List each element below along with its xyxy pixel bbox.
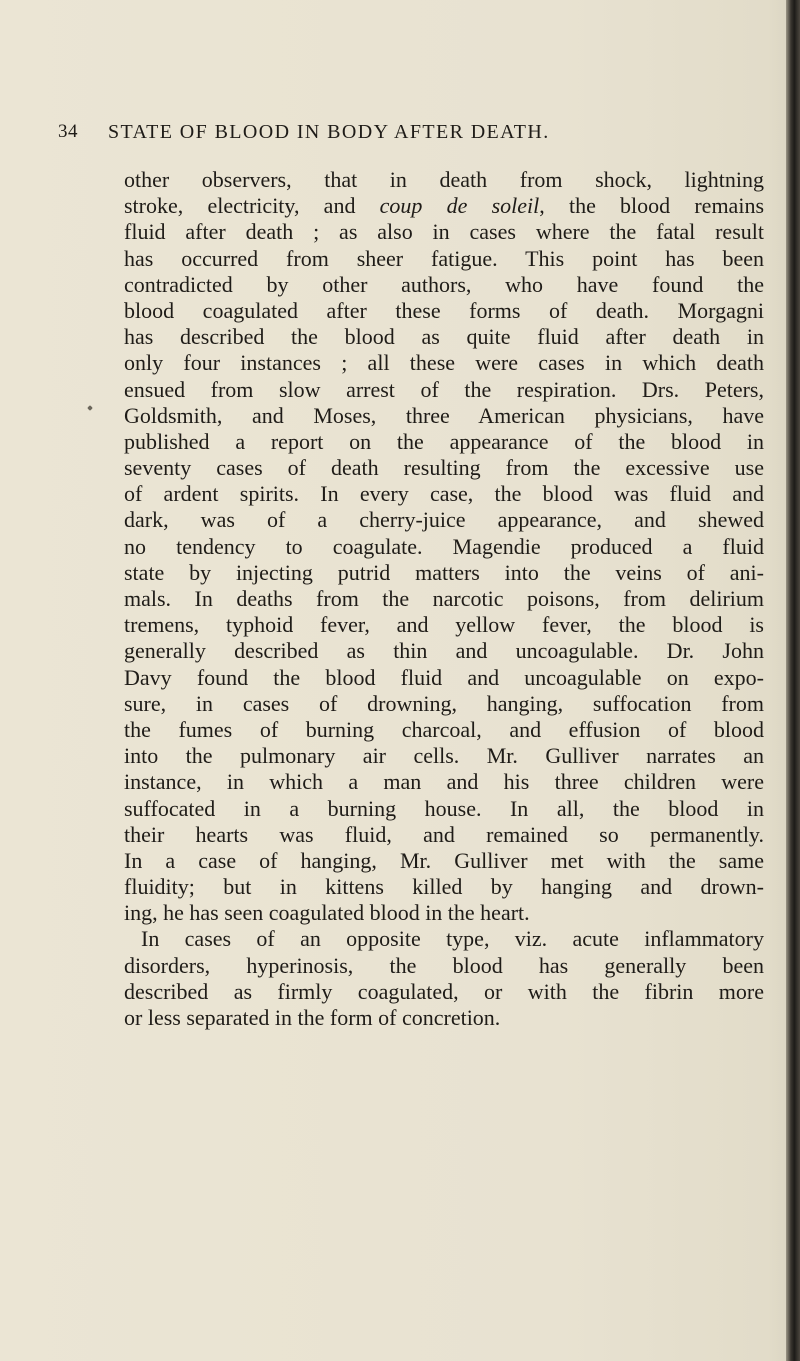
- text-line: tremens, typhoid fever, and yellow fever, the blood is: [124, 612, 764, 638]
- text-line: seventy cases of death resulting from the excessive use: [124, 455, 764, 481]
- text-line: other observers, that in death from shock, lightning: [124, 167, 764, 192]
- text-line: generally described as thin and uncoagulable. Dr. John: [124, 638, 764, 664]
- text-line: into the pulmonary air cells. Mr. Gulliver narrates an: [124, 743, 764, 769]
- page-header: [58, 121, 758, 151]
- page-number: 34: [58, 121, 78, 142]
- text-line: published a report on the appearance of the blood in: [124, 428, 764, 454]
- text-line: or less separated in the form of concretion.: [124, 1005, 501, 1030]
- text-line: fluid after death ; as also in cases where the fatal result: [124, 219, 764, 245]
- text-line: dark, was of a cherry-juice appearance, and shewed: [124, 507, 764, 533]
- text-line: In cases of an opposite type, viz. acute inflammatory: [141, 926, 764, 952]
- text-line: instance, in which a man and his three children were: [124, 769, 764, 795]
- text-line: In a case of hanging, Mr. Gulliver met with the same: [124, 847, 764, 873]
- text-line: mals. In deaths from the narcotic poisons, from delirium: [124, 586, 764, 611]
- text-line: only four instances ; all these were cases in which death: [124, 350, 764, 376]
- text-line: disorders, hyperinosis, the blood has generally been: [124, 952, 764, 978]
- text-line: their hearts was fluid, and remained so permanently.: [124, 821, 764, 847]
- text-line: contradicted by other authors, who have found the: [124, 271, 764, 297]
- text-line: suffocated in a burning house. In all, the blood in: [124, 795, 764, 821]
- text-line: Goldsmith, and Moses, three American physicians, have: [124, 402, 764, 428]
- binding-edge: [786, 0, 800, 1361]
- text-line: fluidity; but in kittens killed by hanging and drown-: [124, 874, 764, 900]
- text-line: the fumes of burning charcoal, and effusion of blood: [124, 716, 764, 742]
- text-line: no tendency to coagulate. Magendie produced a fluid: [124, 533, 764, 559]
- text-line: described as firmly coagulated, or with the fibrin more: [124, 978, 764, 1004]
- running-head: STATE OF BLOOD IN BODY AFTER DEATH.: [108, 121, 550, 143]
- text-line: of ardent spirits. In every case, the blood was fluid and: [124, 481, 764, 507]
- text-line: blood coagulated after these forms of death. Morgagni: [124, 297, 764, 323]
- text-line: ensued from slow arrest of the respiration. Drs. Peters,: [124, 376, 764, 402]
- text-line: has occurred from sheer fatigue. This point has been: [124, 245, 764, 271]
- text-line: has described the blood as quite fluid after death in: [124, 324, 764, 350]
- stray-mark: [87, 405, 93, 411]
- text-line: state by injecting putrid matters into the veins of ani-: [124, 559, 764, 585]
- text-line: ing, he has seen coagulated blood in the heart.: [124, 900, 530, 926]
- text-line: stroke, electricity, and coup de soleil, the blood remains: [124, 193, 764, 219]
- body-text: [124, 167, 764, 1031]
- text-line: sure, in cases of drowning, hanging, suffocation from: [124, 690, 764, 716]
- text-line: Davy found the blood fluid and uncoagulable on expo-: [124, 664, 764, 690]
